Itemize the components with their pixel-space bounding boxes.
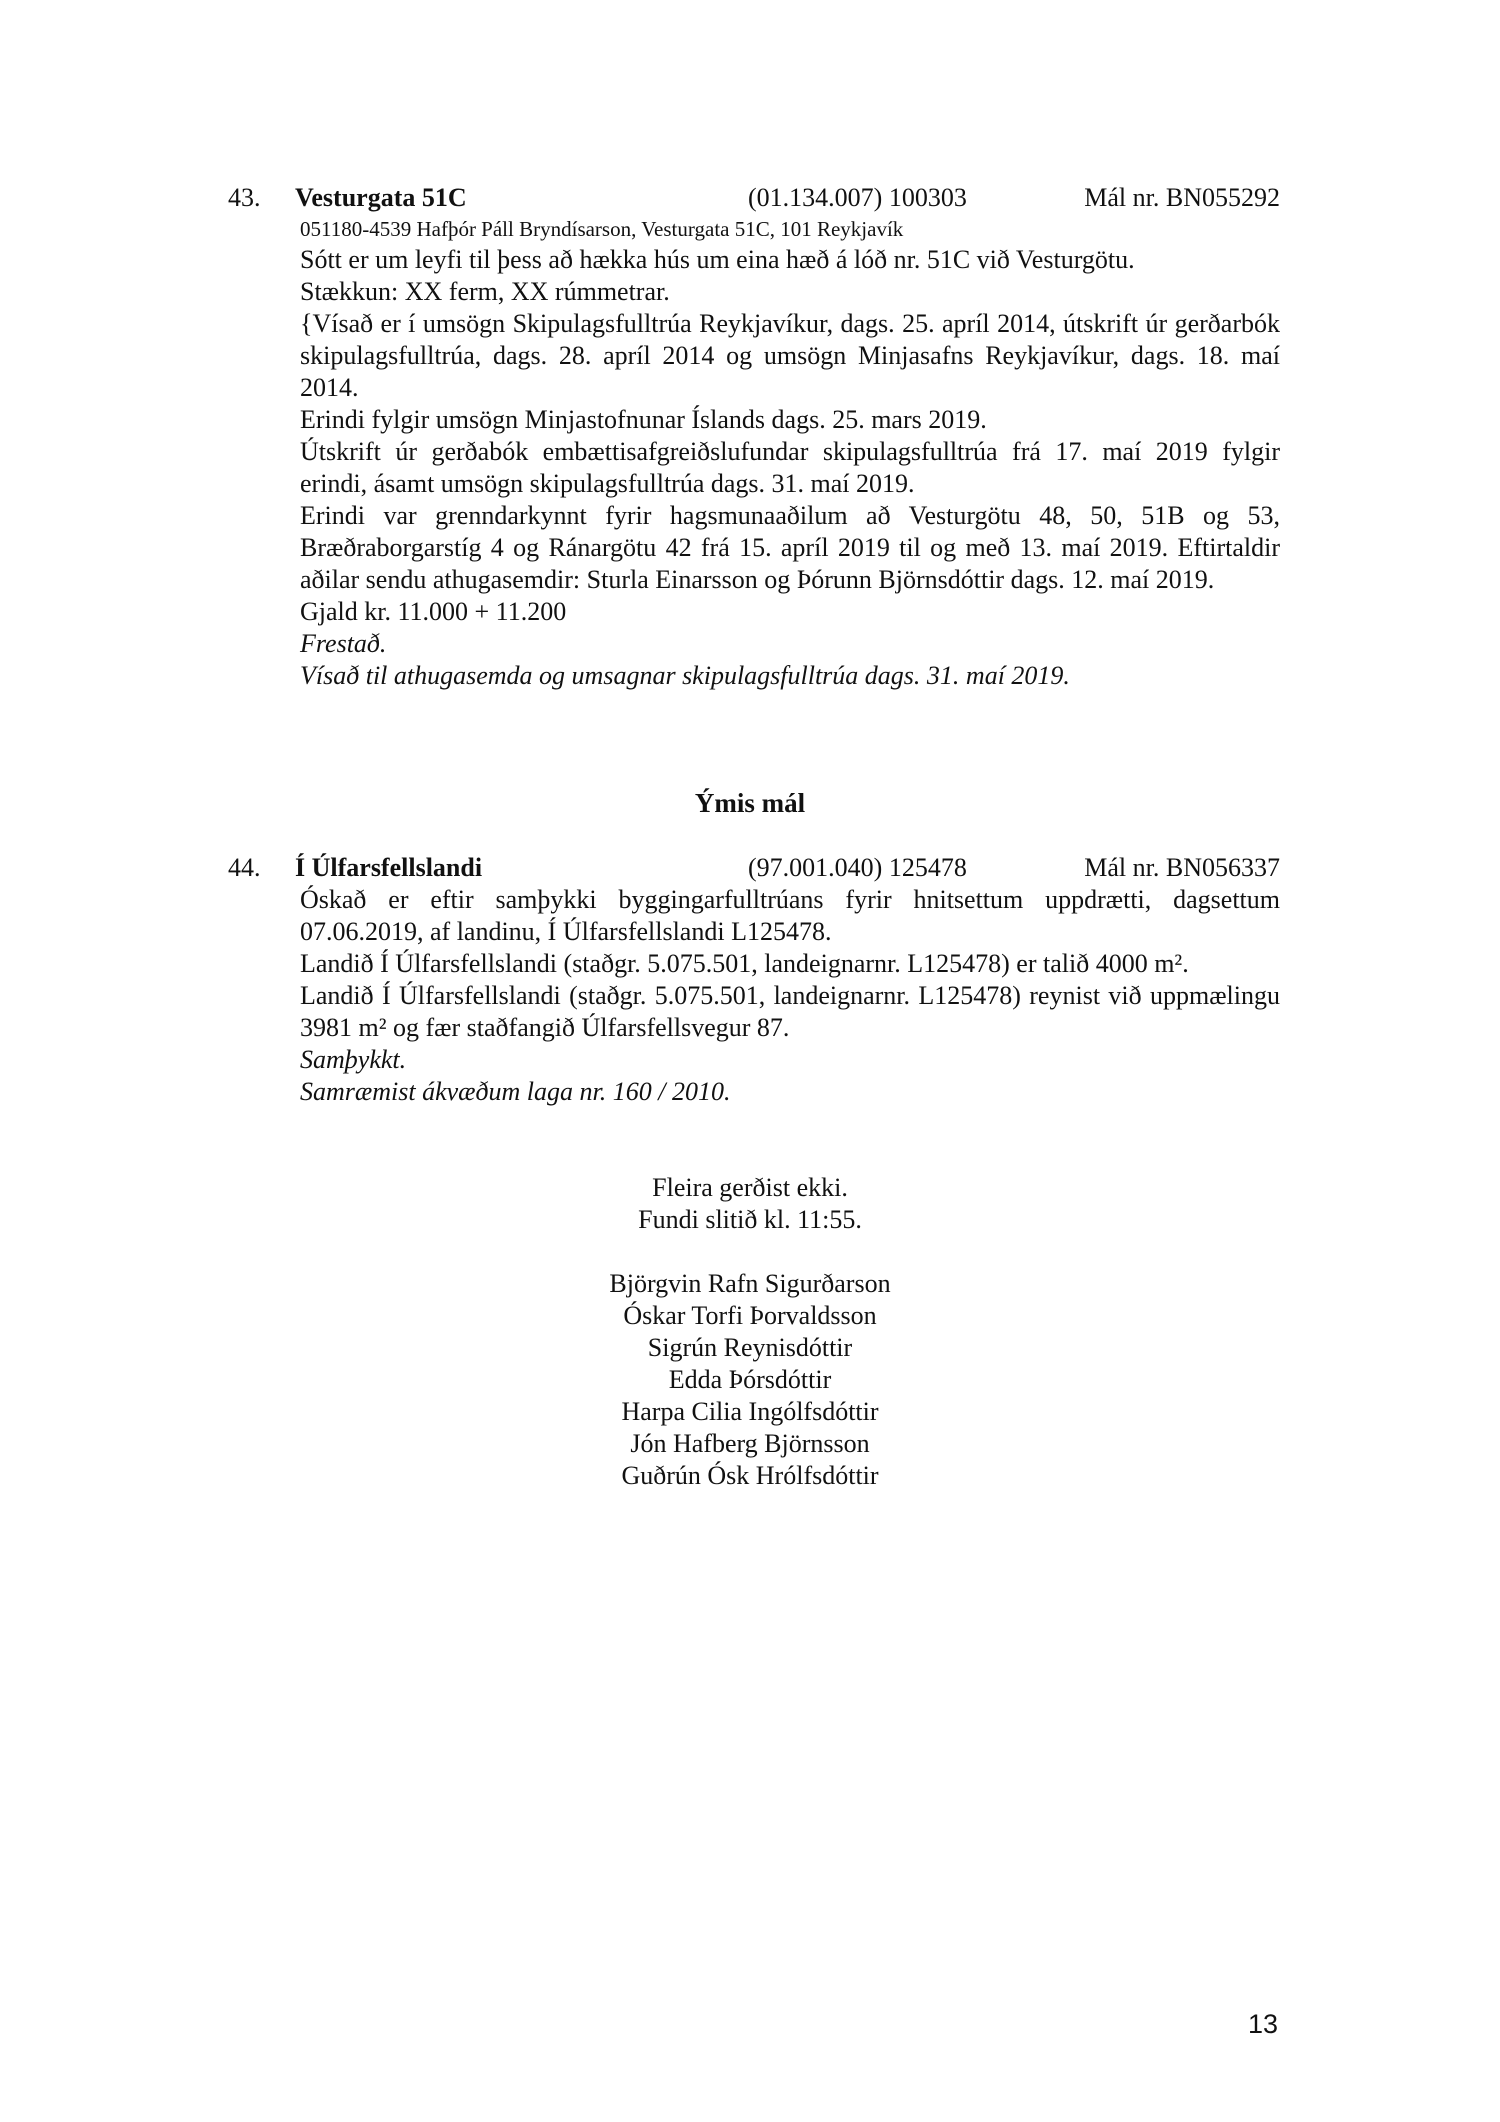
body-paragraph: Landið Í Úlfarsfellslandi (staðgr. 5.075.501, landeignarnr. L125478) reynist við uppmælingu 3981 m² og fær staðfangið Úlfarsfellsvegur 87. — [300, 981, 1280, 1042]
signatory-name: Harpa Cilia Ingólfsdóttir — [621, 1397, 879, 1426]
signatory-name: Jón Hafberg Björnsson — [630, 1429, 870, 1458]
body-paragraph: Stækkun: XX ferm, XX rúmmetrar. — [300, 277, 670, 306]
signatory-name: Óskar Torfi Þorvaldsson — [623, 1301, 877, 1330]
property-code: (01.134.007) 100303 — [748, 183, 967, 212]
decision-line: Samþykkt. — [300, 1045, 407, 1074]
decision-note: Samræmist ákvæðum laga nr. 160 / 2010. — [300, 1077, 731, 1106]
section-title: Ýmis mál — [694, 788, 806, 818]
body-paragraph: Útskrift úr gerðabók embættisafgreiðslufundar skipulagsfulltrúa frá 17. maí 2019 fylgir erindi, ásamt umsögn skipulagsfulltrúa dags. 31. maí 2019. — [300, 437, 1280, 498]
applicant-line: 051180-4539 Hafþór Páll Bryndísarson, Vesturgata 51C, 101 Reykjavík — [300, 217, 904, 241]
body-paragraph: Sótt er um leyfi til þess að hækka hús um eina hæð á lóð nr. 51C við Vesturgötu. — [300, 245, 1135, 274]
item-header — [228, 182, 1280, 214]
item-number: 44. — [228, 853, 261, 882]
decision-note: Vísað til athugasemda og umsagnar skipulagsfulltrúa dags. 31. maí 2019. — [300, 661, 1070, 690]
fee-line: Gjald kr. 11.000 + 11.200 — [300, 597, 567, 626]
closing-line: Fleira gerðist ekki. — [652, 1173, 848, 1202]
signatory-list — [0, 1268, 1500, 1492]
closing-remarks — [0, 1172, 1500, 1236]
body-paragraph: Erindi var grenndarkynnt fyrir hagsmunaaðilum að Vesturgötu 48, 50, 51B og 53, Bræðraborgarstíg 4 og Ránargötu 42 frá 15. apríl 2019 til og með 13. maí 2019. Eftirtaldir aðilar sendu athugasemdir: Sturla Einarsson og Þórunn Björnsdóttir dags. 12. maí 2019. — [300, 501, 1280, 594]
signatory-name: Sigrún Reynisdóttir — [647, 1333, 853, 1362]
item-header — [228, 852, 1280, 884]
case-number: Mál nr. BN056337 — [1084, 853, 1280, 882]
signatory-name: Guðrún Ósk Hrólfsdóttir — [621, 1461, 879, 1490]
agenda-item-43 — [228, 182, 1280, 692]
signatory-name: Edda Þórsdóttir — [668, 1365, 832, 1394]
closing-line: Fundi slitið kl. 11:55. — [638, 1205, 862, 1234]
body-paragraph: Óskað er eftir samþykki byggingarfulltrúans fyrir hnitsettum uppdrætti, dagsettum 07.06.2019, af landinu, Í Úlfarsfellslandi L125478. — [300, 885, 1280, 946]
case-number: Mál nr. BN055292 — [1084, 183, 1280, 212]
item-number: 43. — [228, 183, 261, 212]
item-body — [300, 884, 1280, 1108]
item-title: Vesturgata 51C — [295, 183, 467, 212]
item-title: Í Úlfarsfellslandi — [295, 853, 483, 882]
page-number: 13 — [1247, 2009, 1278, 2039]
agenda-item-44 — [228, 852, 1280, 1108]
signatory-name: Björgvin Rafn Sigurðarson — [609, 1269, 891, 1298]
item-body — [300, 244, 1280, 692]
body-paragraph: {Vísað er í umsögn Skipulagsfulltrúa Reykjavíkur, dags. 25. apríl 2014, útskrift úr gerðarbók skipulagsfulltrúa, dags. 28. apríl 2014 og umsögn Minjasafns Reykjavíkur, dags. 18. maí 2014. — [300, 309, 1280, 402]
decision-line: Frestað. — [300, 629, 387, 658]
property-code: (97.001.040) 125478 — [748, 853, 967, 882]
body-paragraph: Landið Í Úlfarsfellslandi (staðgr. 5.075.501, landeignarnr. L125478) er talið 4000 m². — [300, 949, 1189, 978]
body-paragraph: Erindi fylgir umsögn Minjastofnunar Íslands dags. 25. mars 2019. — [300, 405, 987, 434]
